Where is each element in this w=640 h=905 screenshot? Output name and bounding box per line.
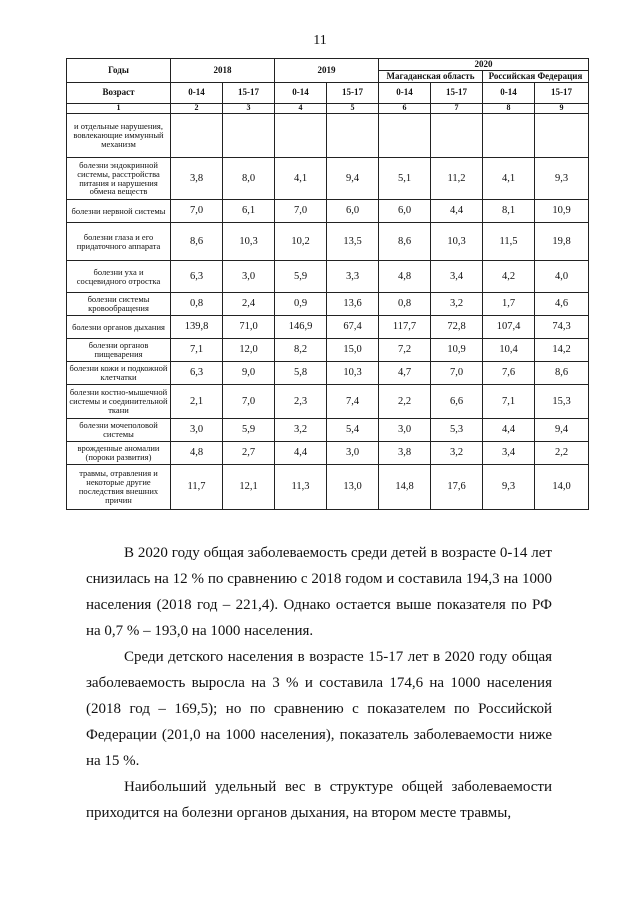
value-cell: 9,4 xyxy=(535,419,589,442)
column-number: 4 xyxy=(275,104,327,114)
value-cell: 9,4 xyxy=(327,158,379,200)
row-label: болезни органов дыхания xyxy=(67,316,171,339)
value-cell: 14,0 xyxy=(535,465,589,510)
page-number: 11 xyxy=(313,33,327,48)
value-cell: 8,1 xyxy=(483,200,535,223)
value-cell xyxy=(379,114,431,158)
value-cell: 3,0 xyxy=(171,419,223,442)
value-cell: 3,4 xyxy=(431,261,483,293)
row-label: болезни кожи и подкожной клетчатки xyxy=(67,362,171,385)
value-cell: 1,7 xyxy=(483,293,535,316)
value-cell: 3,4 xyxy=(483,442,535,465)
header-year-2018: 2018 xyxy=(171,59,275,83)
value-cell: 71,0 xyxy=(223,316,275,339)
value-cell: 3,0 xyxy=(223,261,275,293)
value-cell: 15,0 xyxy=(327,339,379,362)
value-cell: 4,6 xyxy=(535,293,589,316)
value-cell: 2,4 xyxy=(223,293,275,316)
row-label: болезни глаза и его придаточного аппарата xyxy=(67,223,171,261)
value-cell: 2,3 xyxy=(275,385,327,419)
row-label: болезни системы кровообращения xyxy=(67,293,171,316)
paragraph: Наибольший удельный вес в структуре общей заболеваемости приходится на болезни органов дыхания, на втором месте травмы, xyxy=(86,779,552,821)
value-cell: 4,4 xyxy=(431,200,483,223)
column-number: 9 xyxy=(535,104,589,114)
value-cell: 4,1 xyxy=(275,158,327,200)
value-cell: 3,0 xyxy=(379,419,431,442)
value-cell: 4,8 xyxy=(379,261,431,293)
value-cell: 7,0 xyxy=(275,200,327,223)
value-cell: 5,9 xyxy=(223,419,275,442)
value-cell: 19,8 xyxy=(535,223,589,261)
table-row xyxy=(67,442,589,465)
value-cell: 72,8 xyxy=(431,316,483,339)
value-cell: 10,2 xyxy=(275,223,327,261)
value-cell: 5,4 xyxy=(327,419,379,442)
paragraph: В 2020 году общая заболеваемость среди детей в возрасте 0-14 лет снизилась на 12 % по сравнению с 2018 годом и составила 194,3 на 1000 населения (2018 год – 221,4). Однако остается выше показателя по РФ на 0,7 % – 193,0 на 1000 населения. xyxy=(86,545,552,639)
table-row xyxy=(67,419,589,442)
value-cell: 3,0 xyxy=(327,442,379,465)
value-cell: 9,3 xyxy=(535,158,589,200)
value-cell: 7,0 xyxy=(431,362,483,385)
value-cell: 15,3 xyxy=(535,385,589,419)
value-cell: 5,3 xyxy=(431,419,483,442)
value-cell: 7,1 xyxy=(171,339,223,362)
header-age-group: 0-14 xyxy=(483,83,535,104)
header-age: Возраст xyxy=(67,83,171,104)
header-age-group: 0-14 xyxy=(275,83,327,104)
header-age-group: 15-17 xyxy=(535,83,589,104)
value-cell: 10,3 xyxy=(223,223,275,261)
value-cell: 9,3 xyxy=(483,465,535,510)
table-row xyxy=(67,385,589,419)
header-year-2020: 2020 xyxy=(379,59,589,71)
value-cell: 3,2 xyxy=(275,419,327,442)
header-region-magadan: Магаданская область xyxy=(379,71,483,83)
value-cell: 6,0 xyxy=(379,200,431,223)
value-cell: 11,3 xyxy=(275,465,327,510)
column-number: 8 xyxy=(483,104,535,114)
value-cell: 8,2 xyxy=(275,339,327,362)
row-label: болезни органов пищеварения xyxy=(67,339,171,362)
value-cell: 3,3 xyxy=(327,261,379,293)
value-cell xyxy=(535,114,589,158)
value-cell: 4,0 xyxy=(535,261,589,293)
value-cell: 13,5 xyxy=(327,223,379,261)
value-cell: 6,3 xyxy=(171,261,223,293)
value-cell: 146,9 xyxy=(275,316,327,339)
value-cell: 4,1 xyxy=(483,158,535,200)
value-cell: 13,6 xyxy=(327,293,379,316)
value-cell: 7,0 xyxy=(223,385,275,419)
value-cell: 4,7 xyxy=(379,362,431,385)
value-cell: 12,0 xyxy=(223,339,275,362)
value-cell: 7,4 xyxy=(327,385,379,419)
value-cell: 2,2 xyxy=(535,442,589,465)
column-number-row xyxy=(67,104,589,114)
header-age-group: 15-17 xyxy=(431,83,483,104)
value-cell: 17,6 xyxy=(431,465,483,510)
value-cell: 4,4 xyxy=(275,442,327,465)
row-label: врожденные аномалии (пороки развития) xyxy=(67,442,171,465)
table-body xyxy=(67,104,589,510)
header-region-rf: Российская Федерация xyxy=(483,71,589,83)
value-cell: 10,4 xyxy=(483,339,535,362)
value-cell: 10,9 xyxy=(431,339,483,362)
value-cell: 4,4 xyxy=(483,419,535,442)
header-age-group: 15-17 xyxy=(327,83,379,104)
row-label: болезни костно-мышечной системы и соединительной ткани xyxy=(67,385,171,419)
value-cell: 8,6 xyxy=(379,223,431,261)
value-cell: 3,8 xyxy=(379,442,431,465)
header-age-group: 15-17 xyxy=(223,83,275,104)
value-cell: 0,8 xyxy=(379,293,431,316)
table-row xyxy=(67,158,589,200)
row-label: болезни мочеполовой системы xyxy=(67,419,171,442)
value-cell: 0,9 xyxy=(275,293,327,316)
header-year-2019: 2019 xyxy=(275,59,379,83)
header-age-group: 0-14 xyxy=(171,83,223,104)
table-row xyxy=(67,261,589,293)
value-cell: 5,8 xyxy=(275,362,327,385)
morbidity-table xyxy=(66,58,589,510)
value-cell: 6,3 xyxy=(171,362,223,385)
value-cell: 0,8 xyxy=(171,293,223,316)
value-cell: 7,2 xyxy=(379,339,431,362)
table-row xyxy=(67,114,589,158)
value-cell: 2,7 xyxy=(223,442,275,465)
value-cell xyxy=(327,114,379,158)
row-label: болезни нервной системы xyxy=(67,200,171,223)
table-row xyxy=(67,293,589,316)
row-label: болезни эндокринной системы, расстройства питания и нарушения обмена веществ xyxy=(67,158,171,200)
column-number: 1 xyxy=(67,104,171,114)
value-cell: 5,1 xyxy=(379,158,431,200)
column-number: 2 xyxy=(171,104,223,114)
value-cell xyxy=(483,114,535,158)
header-age-group: 0-14 xyxy=(379,83,431,104)
value-cell: 13,0 xyxy=(327,465,379,510)
value-cell: 10,3 xyxy=(431,223,483,261)
column-number: 6 xyxy=(379,104,431,114)
value-cell: 107,4 xyxy=(483,316,535,339)
value-cell: 6,6 xyxy=(431,385,483,419)
table-row xyxy=(67,223,589,261)
value-cell: 2,2 xyxy=(379,385,431,419)
value-cell: 3,8 xyxy=(171,158,223,200)
value-cell: 14,2 xyxy=(535,339,589,362)
column-number: 5 xyxy=(327,104,379,114)
value-cell: 11,5 xyxy=(483,223,535,261)
value-cell: 11,7 xyxy=(171,465,223,510)
header-years: Годы xyxy=(67,59,171,83)
row-label: болезни уха и сосцевидного отростка xyxy=(67,261,171,293)
value-cell: 7,6 xyxy=(483,362,535,385)
value-cell: 10,3 xyxy=(327,362,379,385)
value-cell: 14,8 xyxy=(379,465,431,510)
value-cell: 12,1 xyxy=(223,465,275,510)
value-cell: 3,2 xyxy=(431,442,483,465)
value-cell: 8,6 xyxy=(171,223,223,261)
table-row xyxy=(67,316,589,339)
column-number: 7 xyxy=(431,104,483,114)
value-cell: 10,9 xyxy=(535,200,589,223)
table-row xyxy=(67,362,589,385)
column-number: 3 xyxy=(223,104,275,114)
value-cell: 139,8 xyxy=(171,316,223,339)
row-label: травмы, отравления и некоторые другие последствия внешних причин xyxy=(67,465,171,510)
value-cell: 4,8 xyxy=(171,442,223,465)
value-cell: 5,9 xyxy=(275,261,327,293)
value-cell: 3,2 xyxy=(431,293,483,316)
row-label: и отдельные нарушения, вовлекающие иммунный механизм xyxy=(67,114,171,158)
value-cell: 7,1 xyxy=(483,385,535,419)
value-cell: 8,6 xyxy=(535,362,589,385)
value-cell: 74,3 xyxy=(535,316,589,339)
value-cell: 4,2 xyxy=(483,261,535,293)
value-cell: 7,0 xyxy=(171,200,223,223)
value-cell xyxy=(275,114,327,158)
value-cell xyxy=(223,114,275,158)
value-cell: 117,7 xyxy=(379,316,431,339)
value-cell: 67,4 xyxy=(327,316,379,339)
value-cell: 8,0 xyxy=(223,158,275,200)
value-cell: 6,0 xyxy=(327,200,379,223)
value-cell: 9,0 xyxy=(223,362,275,385)
value-cell: 6,1 xyxy=(223,200,275,223)
value-cell xyxy=(431,114,483,158)
table-row xyxy=(67,465,589,510)
value-cell: 2,1 xyxy=(171,385,223,419)
table-row xyxy=(67,200,589,223)
table-row xyxy=(67,339,589,362)
value-cell xyxy=(171,114,223,158)
value-cell: 11,2 xyxy=(431,158,483,200)
paragraph: Среди детского населения в возрасте 15-17 лет в 2020 году общая заболеваемость выросла на 3 % и составила 174,6 на 1000 населения (2018 год – 169,5); но по сравнению с показателем по Российской Федерации (201,0 на 1000 населения), показатель заболеваемости ниже на 15 %. xyxy=(86,649,552,769)
